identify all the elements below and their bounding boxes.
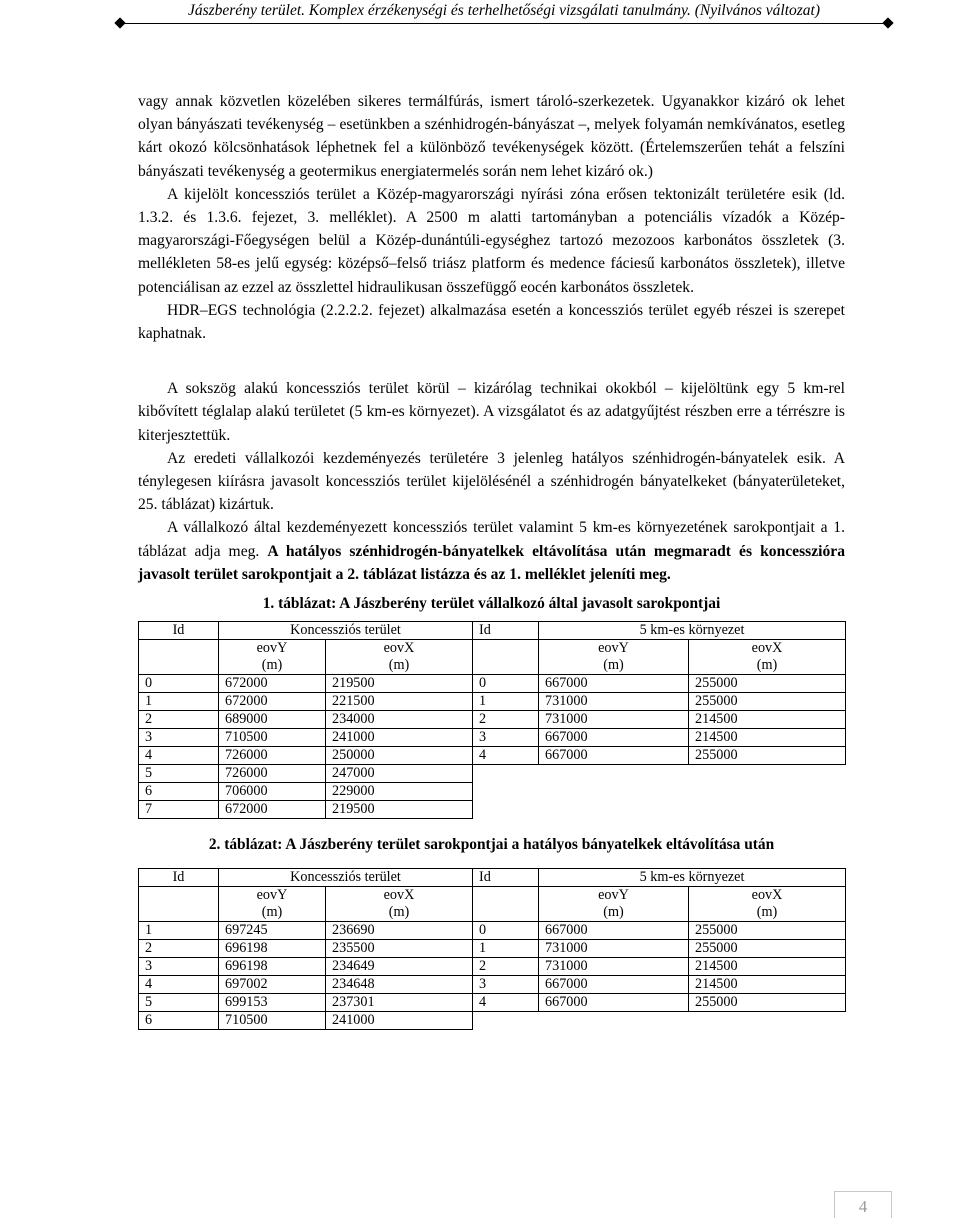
empty-cell: [473, 1012, 846, 1030]
paragraph: vagy annak közvetlen közelében sikeres termálfúrás, ismert tároló-szerkezetek. Ugyanakkor kizáró ok lehet olyan bányászati tevékenység – esetünkben a szénhidrogén-bányászat –, melyek folyamán nemkívánatos, esetleg kárt okozó kölcsönhatások léphetnek fel a különböző tevékenységek között. (Értelemszerűen tehát a felszíni bányászati tevékenység a geotermikus energiatermelés során nem lehet kizáró ok.): [138, 93, 845, 180]
table-cell: 4: [139, 747, 219, 765]
table-row: [139, 940, 846, 958]
table2-caption: 2. táblázat: A Jászberény terület sarokpontjai a hatályos bányatelkek eltávolítása után: [208, 836, 775, 854]
table-cell: 4: [473, 994, 539, 1012]
table-cell: 234649: [326, 958, 473, 976]
table-cell: 1: [473, 940, 539, 958]
table-cell: 2: [139, 940, 219, 958]
table-cell: 667000: [539, 747, 689, 765]
col-header-area: Koncessziós terület: [219, 869, 473, 887]
table-cell: 235500: [326, 940, 473, 958]
table-cell: 667000: [539, 922, 689, 940]
col-header-eovy: eovY (m): [539, 887, 689, 922]
col-header-eovy: eovY (m): [219, 887, 326, 922]
table-cell: 710500: [219, 729, 326, 747]
table-row: [139, 729, 846, 747]
table-cell: 0: [139, 675, 219, 693]
table-cell: 214500: [689, 729, 846, 747]
table-subheader-row: [139, 887, 846, 922]
table-cell: 696198: [219, 958, 326, 976]
col-header-eovx: eovX (m): [689, 887, 846, 922]
table-cell: 3: [473, 976, 539, 994]
table-cell: 229000: [326, 783, 473, 801]
table-cell: 241000: [326, 729, 473, 747]
table-cell: 696198: [219, 940, 326, 958]
paragraph: A kijelölt koncessziós terület a Közép-magyarországi nyírási zóna erősen tektonizált területére esik (ld. 1.3.2. és 1.3.6. fejezet, 3. melléklet). A 2500 m alatti tartományban a potenciális vízadók a Közép-magyarországi-Főegységen belül a Közép-dunántúli-egységhez tartozó mezozoos karbonátos összletek (3. mellékleten 58-es jelű egység: középső–felső triász platform és medence fáciesű karbonátos összletek), illetve potenciálisan az ezzel az összlettel hidraulikusan összefüggő eocén karbonátos összletek.: [138, 185, 845, 296]
table-row: [139, 693, 846, 711]
paragraph-bold-text: A hatályos szénhidrogén-bányatelkek eltávolítása után megmaradt és koncesszióra javasolt terület sarokpontjait a 2. táblázat listázza és az 1. melléklet jeleníti meg.: [138, 542, 845, 583]
table-cell: 3: [139, 958, 219, 976]
table-cell: 219500: [326, 801, 473, 819]
table-cell: 0: [473, 922, 539, 940]
table-cell: 0: [473, 675, 539, 693]
col-header-eovy: eovY (m): [219, 640, 326, 675]
table-row: [139, 976, 846, 994]
table-cell: 4: [139, 976, 219, 994]
table-cell: 1: [473, 693, 539, 711]
table-subheader-row: [139, 640, 846, 675]
table-cell: 7: [139, 801, 219, 819]
col-header-eovx: eovX (m): [326, 640, 473, 675]
table-cell: 255000: [689, 747, 846, 765]
table-cell: 667000: [539, 729, 689, 747]
table-cell: 214500: [689, 976, 846, 994]
document-body: [138, 90, 845, 1030]
table-cell: 5: [139, 765, 219, 783]
table-cell: 731000: [539, 958, 689, 976]
page-header: [112, 0, 896, 40]
table-cell: 221500: [326, 693, 473, 711]
table-cell: 672000: [219, 801, 326, 819]
table-cell: 214500: [689, 958, 846, 976]
table-cell: 731000: [539, 940, 689, 958]
table-row: [139, 765, 846, 783]
table-cell: 5: [139, 994, 219, 1012]
table-cell: 667000: [539, 994, 689, 1012]
table-cell: 241000: [326, 1012, 473, 1030]
table-cell: 697245: [219, 922, 326, 940]
table-row: [139, 958, 846, 976]
col-header-env: 5 km-es környezet: [539, 869, 846, 887]
table-cell: 255000: [689, 693, 846, 711]
table2: [138, 868, 846, 1030]
table-cell: 1: [139, 922, 219, 940]
col-header-eovx: eovX (m): [326, 887, 473, 922]
table-cell: 726000: [219, 747, 326, 765]
table-cell: 689000: [219, 711, 326, 729]
table-cell: 255000: [689, 922, 846, 940]
table-cell: 726000: [219, 765, 326, 783]
col-header-env: 5 km-es környezet: [539, 622, 846, 640]
table-cell: 699153: [219, 994, 326, 1012]
table-cell: 255000: [689, 940, 846, 958]
table-header-row: [139, 622, 846, 640]
table-cell: 255000: [689, 994, 846, 1012]
header-rule: [120, 23, 888, 24]
paragraph: [138, 516, 845, 586]
table-cell: 667000: [539, 976, 689, 994]
col-header-id2: Id: [473, 869, 539, 887]
table-cell: 2: [473, 711, 539, 729]
table-cell: 672000: [219, 675, 326, 693]
table-cell: 731000: [539, 693, 689, 711]
table-header-row: [139, 869, 846, 887]
header-title: Jászberény terület. Komplex érzékenységi és terhelhetőségi vizsgálati tanulmány. (Nyilvános változat): [187, 2, 821, 19]
table-cell: 3: [473, 729, 539, 747]
table-cell: 6: [139, 1012, 219, 1030]
table-row: [139, 711, 846, 729]
table-cell: 237301: [326, 994, 473, 1012]
table-row: [139, 922, 846, 940]
table-cell: 219500: [326, 675, 473, 693]
table-cell: 1: [139, 693, 219, 711]
table-cell: 236690: [326, 922, 473, 940]
col-header-eovx: eovX (m): [689, 640, 846, 675]
paragraph: HDR–EGS technológia (2.2.2.2. fejezet) alkalmazása esetén a koncessziós terület egyéb részei is szerepet kaphatnak.: [138, 301, 845, 343]
table-cell: 706000: [219, 783, 326, 801]
table-cell: 214500: [689, 711, 846, 729]
col-header-id2: Id: [473, 622, 539, 640]
table-cell: 697002: [219, 976, 326, 994]
paragraph: Az eredeti vállalkozói kezdeményezés területére 3 jelenleg hatályos szénhidrogén-bányatelek esik. A ténylegesen kiírásra javasolt koncessziós terület kijelölésénél a szénhidrogén bányatelkeket (bányaterületeket, 25. táblázat) kizártuk.: [138, 449, 845, 514]
table-row: [139, 1012, 846, 1030]
table-cell: 2: [473, 958, 539, 976]
table-cell: 731000: [539, 711, 689, 729]
col-header-eovy: eovY (m): [539, 640, 689, 675]
table-row: [139, 747, 846, 765]
table-cell: 247000: [326, 765, 473, 783]
col-header-id: Id: [139, 622, 219, 640]
table-cell: 234000: [326, 711, 473, 729]
empty-cell: [473, 765, 846, 819]
table-row: [139, 994, 846, 1012]
col-header-id: Id: [139, 869, 219, 887]
table-cell: 672000: [219, 693, 326, 711]
table-cell: 234648: [326, 976, 473, 994]
col-header-area: Koncessziós terület: [219, 622, 473, 640]
table-cell: 2: [139, 711, 219, 729]
page-number: 4: [834, 1191, 892, 1218]
table-cell: 250000: [326, 747, 473, 765]
table-cell: 4: [473, 747, 539, 765]
table1: [138, 621, 846, 819]
table-cell: 710500: [219, 1012, 326, 1030]
table1-caption: 1. táblázat: A Jászberény terület vállalkozó által javasolt sarokpontjai: [262, 595, 721, 613]
table-cell: 6: [139, 783, 219, 801]
table-cell: 667000: [539, 675, 689, 693]
table-cell: 3: [139, 729, 219, 747]
paragraph-text: A vállalkozó által kezdeményezett koncessziós terület valamint 5 km-es környezetének sarokpontjait a 1. táblázat adja meg.: [138, 519, 845, 560]
paragraph: A sokszög alakú koncessziós terület körül – kizárólag technikai okokból – kijelöltünk egy 5 km-rel kibővített téglalap alakú területet (5 km-es környezet). A vizsgálatot és az adatgyűjtést részben erre a térrészre is kiterjesztettük.: [138, 380, 845, 444]
table-cell: 255000: [689, 675, 846, 693]
table-row: [139, 675, 846, 693]
